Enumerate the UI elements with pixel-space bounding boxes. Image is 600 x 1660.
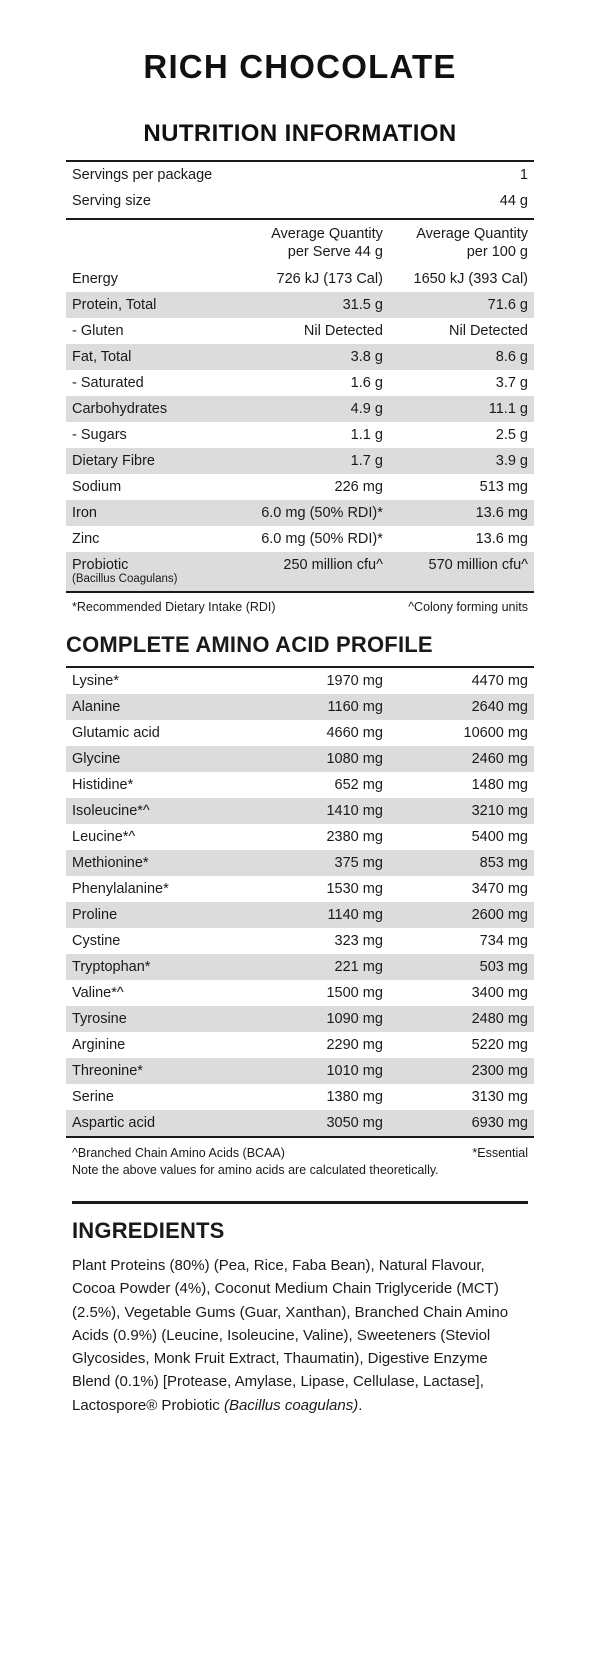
table-row <box>66 344 534 370</box>
amino-row-name: Cystine <box>72 933 121 950</box>
table-row <box>66 798 534 824</box>
amino-row-name: Threonine* <box>66 1058 244 1084</box>
nutrition-row-name: Iron <box>66 500 244 526</box>
nutrition-column-header-row <box>66 219 534 266</box>
table-row <box>66 1110 534 1137</box>
nutrition-row-per-100g: 11.1 g <box>389 396 534 422</box>
nutrition-row-per-serve: 3.8 g <box>244 344 389 370</box>
amino-row-per-serve: 1410 mg <box>244 798 389 824</box>
amino-row-name: Lysine* <box>66 667 244 694</box>
nutrition-row-per-serve: 1.6 g <box>350 375 383 392</box>
amino-footnote-row <box>72 1145 528 1162</box>
amino-row-name: Alanine <box>66 694 244 720</box>
table-row <box>66 850 534 876</box>
column-header-blank <box>66 219 244 266</box>
amino-row-per-100g: 10600 mg <box>463 725 528 742</box>
nutrition-row-per-100g: 13.6 mg <box>475 531 528 548</box>
nutrition-row-per-serve: 1.7 g <box>244 448 389 474</box>
serving-size-label: Serving size <box>72 193 151 209</box>
table-row <box>66 292 534 318</box>
amino-heading: COMPLETE AMINO ACID PROFILE <box>66 632 433 658</box>
amino-row-name: Phenylalanine* <box>72 881 169 898</box>
nutrition-row-name: Protein, Total <box>66 292 244 318</box>
amino-row-per-serve: 2290 mg <box>326 1037 383 1054</box>
table-row <box>66 448 534 474</box>
amino-row-per-100g: 2480 mg <box>389 1006 534 1032</box>
nutrition-row-per-serve: 1.1 g <box>350 427 383 444</box>
amino-row-name: Isoleucine*^ <box>66 798 244 824</box>
servings-per-package-row <box>66 161 534 188</box>
amino-row-per-serve: 1090 mg <box>244 1006 389 1032</box>
table-row <box>66 422 534 448</box>
table-row <box>66 980 534 1006</box>
table-row <box>66 694 534 720</box>
nutrition-row-per-100g: 3.7 g <box>495 375 528 392</box>
ingredients-text-tail: . <box>358 1396 363 1414</box>
amino-row-per-serve: 1500 mg <box>326 985 383 1002</box>
nutrition-row-per-100g: 513 mg <box>479 479 528 496</box>
column-header-per-serve-line2: per Serve 44 g <box>287 244 383 261</box>
servings-per-package-label: Servings per package <box>66 161 389 188</box>
probiotic-subname: (Bacillus Coagulans) <box>72 573 178 586</box>
amino-row-per-100g: 2300 mg <box>389 1058 534 1084</box>
amino-row-per-serve: 375 mg <box>244 850 389 876</box>
table-row <box>66 1058 534 1084</box>
nutrition-row-name: Carbohydrates <box>66 396 244 422</box>
table-row <box>66 1032 534 1058</box>
footnote-rdi: *Recommended Dietary Intake (RDI) <box>72 600 276 615</box>
table-row <box>66 526 534 552</box>
amino-row-per-serve: 2380 mg <box>326 829 383 846</box>
nutrition-row-per-serve: 4.9 g <box>244 396 389 422</box>
serving-size-value: 44 g <box>499 193 528 209</box>
probiotic-row-name <box>66 552 244 592</box>
amino-row-per-100g: 2600 mg <box>389 902 534 928</box>
table-row <box>66 928 534 954</box>
ingredients-heading: INGREDIENTS <box>72 1218 225 1244</box>
amino-row-per-serve: 1010 mg <box>244 1058 389 1084</box>
amino-row-per-serve: 323 mg <box>334 933 383 950</box>
column-header-per-100g-line1: Average Quantity <box>416 226 528 242</box>
amino-row-per-serve: 4660 mg <box>326 725 383 742</box>
table-row <box>66 500 534 526</box>
amino-row-name: Glycine <box>66 746 244 772</box>
table-row <box>66 876 534 902</box>
nutrition-row-name: Dietary Fibre <box>66 448 244 474</box>
nutrition-row-name: Fat, Total <box>66 344 244 370</box>
nutrition-heading: NUTRITION INFORMATION <box>143 120 457 147</box>
nutrition-row-per-100g: 8.6 g <box>389 344 534 370</box>
amino-row-per-100g: 3470 mg <box>471 881 528 898</box>
nutrition-row-per-serve: 6.0 mg (50% RDI)* <box>244 500 389 526</box>
page-title: RICH CHOCOLATE <box>143 48 457 85</box>
footnote-bcaa: ^Branched Chain Amino Acids (BCAA) <box>72 1146 285 1161</box>
amino-row-per-100g: 734 mg <box>479 933 528 950</box>
table-row <box>66 902 534 928</box>
probiotic-per-serve: 250 million cfu^ <box>244 552 389 592</box>
amino-row-per-100g: 6930 mg <box>389 1110 534 1137</box>
amino-row-per-serve: 1970 mg <box>244 667 389 694</box>
probiotic-per-100g: 570 million cfu^ <box>389 552 534 592</box>
amino-row-name: Aspartic acid <box>66 1110 244 1137</box>
amino-row-per-100g: 5220 mg <box>471 1037 528 1054</box>
amino-row-per-100g: 1480 mg <box>471 777 528 794</box>
amino-table-body <box>66 667 534 1137</box>
amino-row-per-100g: 503 mg <box>389 954 534 980</box>
table-row <box>66 667 534 694</box>
amino-row-per-serve: 1530 mg <box>326 881 383 898</box>
amino-row-name: Tyrosine <box>66 1006 244 1032</box>
nutrition-row-per-serve: 31.5 g <box>244 292 389 318</box>
amino-row-name: Serine <box>72 1089 114 1106</box>
table-row <box>66 720 534 746</box>
amino-row-per-100g: 5400 mg <box>471 829 528 846</box>
amino-row-per-serve: 1080 mg <box>244 746 389 772</box>
amino-row-per-100g: 2640 mg <box>389 694 534 720</box>
nutrition-row-name: Sodium <box>72 479 122 496</box>
nutrition-row-per-100g: 1650 kJ (393 Cal) <box>413 271 528 288</box>
amino-row-per-100g: 3210 mg <box>389 798 534 824</box>
probiotic-row <box>66 552 534 592</box>
amino-row-name: Methionine* <box>66 850 244 876</box>
nutrition-footnotes <box>66 593 534 614</box>
table-row <box>66 954 534 980</box>
table-row <box>66 772 534 798</box>
nutrition-table <box>66 160 534 593</box>
nutrition-data-rows <box>66 266 534 592</box>
nutrition-row-name: - Gluten <box>72 323 124 340</box>
ingredients-body <box>66 1254 534 1417</box>
nutrition-row-per-100g: Nil Detected <box>449 323 528 340</box>
column-header-per-serve-line1: Average Quantity <box>271 226 383 242</box>
nutrition-row-per-serve: 726 kJ (173 Cal) <box>276 271 383 288</box>
serving-size-row <box>66 188 534 219</box>
footnote-theoretical: Note the above values for amino acids are calculated theoretically. <box>72 1163 439 1178</box>
amino-row-name: Valine*^ <box>72 985 124 1002</box>
amino-row-per-serve: 1160 mg <box>244 694 389 720</box>
ingredients-text: Plant Proteins (80%) (Pea, Rice, Faba Bean), Natural Flavour, Cocoa Powder (4%), Coconut Medium Chain Triglyceride (MCT) (2.5%), Vegetable Gums (Guar, Xanthan), Branched Chain Amino Acids (0.9%) (Leucine, Isoleucine, Valine), Sweeteners (Steviol Glycosides, Monk Fruit Extract, Thaumatin), Digestive Enzyme Blend (0.1%) [Protease, Amylase, Lipase, Cellulase, Lactase], Lactospore® Probiotic <box>72 1257 509 1414</box>
amino-row-per-100g: 2460 mg <box>389 746 534 772</box>
ingredients-species-name: (Bacillus coagulans) <box>223 1396 359 1414</box>
nutrition-row-name: Energy <box>72 271 118 288</box>
nutrition-row-per-100g: 3.9 g <box>389 448 534 474</box>
table-row <box>66 1084 534 1110</box>
amino-row-per-serve: 221 mg <box>244 954 389 980</box>
section-divider <box>72 1201 528 1204</box>
nutrition-row-per-serve: 6.0 mg (50% RDI)* <box>261 531 383 548</box>
amino-row-name: Tryptophan* <box>66 954 244 980</box>
amino-row-name: Proline <box>66 902 244 928</box>
amino-row-per-100g: 4470 mg <box>389 667 534 694</box>
footnote-essential: *Essential <box>472 1146 528 1161</box>
nutrition-row-name: - Sugars <box>72 427 127 444</box>
table-row <box>66 318 534 344</box>
nutrition-row-per-serve: 226 mg <box>334 479 383 496</box>
probiotic-name: Probiotic <box>72 557 129 574</box>
nutrition-row-per-serve: Nil Detected <box>303 323 383 340</box>
table-row <box>66 474 534 500</box>
amino-table <box>66 666 534 1138</box>
table-row <box>66 746 534 772</box>
ingredients-section <box>0 1201 600 1417</box>
nutrition-row-name: - Saturated <box>72 375 144 392</box>
nutrition-table-body <box>66 161 534 266</box>
nutrition-section <box>0 120 600 614</box>
amino-row-name: Arginine <box>72 1037 126 1054</box>
footnote-cfu: ^Colony forming units <box>408 600 528 615</box>
table-row <box>66 1006 534 1032</box>
amino-row-per-100g: 853 mg <box>389 850 534 876</box>
amino-acid-section <box>0 632 600 1179</box>
table-row <box>66 396 534 422</box>
column-header-per-100g <box>389 219 534 266</box>
amino-row-per-100g: 3130 mg <box>471 1089 528 1106</box>
amino-footnotes <box>66 1138 534 1179</box>
table-row <box>66 370 534 396</box>
column-header-per-serve <box>244 219 389 266</box>
nutrition-row-per-100g: 71.6 g <box>389 292 534 318</box>
table-row <box>66 824 534 850</box>
amino-row-per-serve: 1140 mg <box>244 902 389 928</box>
amino-row-name: Histidine* <box>72 777 134 794</box>
table-row <box>66 266 534 292</box>
nutrition-row-name: Zinc <box>72 531 100 548</box>
amino-row-per-serve: 1380 mg <box>326 1089 383 1106</box>
column-header-per-100g-line2: per 100 g <box>466 244 528 261</box>
amino-row-per-serve: 3050 mg <box>244 1110 389 1137</box>
amino-row-per-serve: 652 mg <box>334 777 383 794</box>
amino-row-name: Leucine*^ <box>72 829 136 846</box>
amino-row-per-100g: 3400 mg <box>471 985 528 1002</box>
nutrition-row-per-100g: 2.5 g <box>495 427 528 444</box>
amino-row-name: Glutamic acid <box>72 725 160 742</box>
nutrition-row-per-100g: 13.6 mg <box>389 500 534 526</box>
servings-per-package-value: 1 <box>389 161 534 188</box>
